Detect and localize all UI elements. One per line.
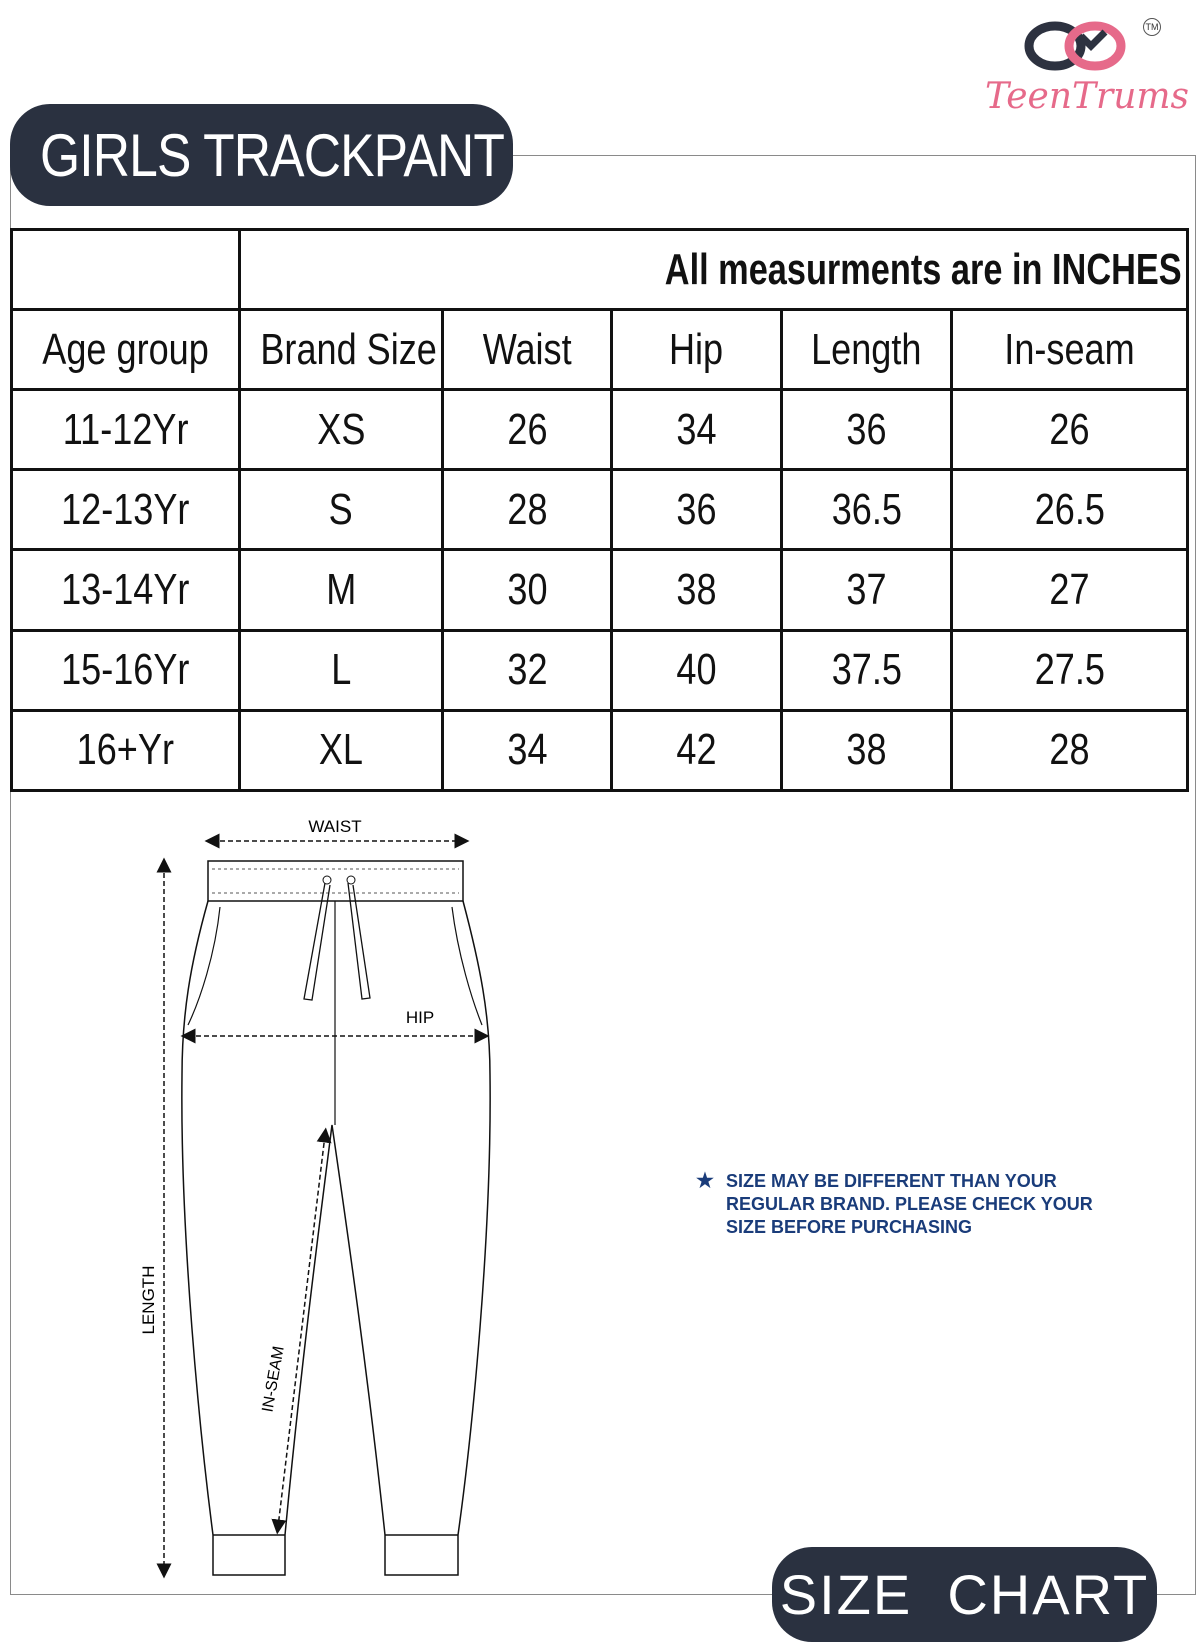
cell-age: 13-14Yr <box>12 550 240 630</box>
pants-outline <box>182 901 490 1575</box>
waistband <box>208 861 463 901</box>
cell-inseam: 27 <box>952 550 1188 630</box>
brand-logo <box>985 14 1190 124</box>
trademark-badge: TM <box>1143 18 1161 36</box>
cell-hip: 34 <box>612 390 782 470</box>
table-row <box>12 550 1188 630</box>
cell-length: 36.5 <box>782 470 952 550</box>
header-waist: Waist <box>443 310 612 390</box>
table-header-row <box>12 310 1188 390</box>
size-chart-label: SIZE CHART <box>779 1563 1150 1626</box>
header-hip: Hip <box>612 310 782 390</box>
cell-age: 16+Yr <box>12 710 240 790</box>
cell-inseam: 26.5 <box>952 470 1188 550</box>
star-icon: ★ <box>696 1170 714 1192</box>
hip-label: HIP <box>405 1008 435 1027</box>
cell-size: S <box>240 470 443 550</box>
table-row <box>12 630 1188 710</box>
cell-waist: 28 <box>443 470 612 550</box>
cell-inseam: 26 <box>952 390 1188 470</box>
cell-waist: 32 <box>443 630 612 710</box>
table-corner-cell <box>12 230 240 310</box>
header-inseam: In-seam <box>952 310 1188 390</box>
header-age-group: Age group <box>12 310 240 390</box>
cell-age: 11-12Yr <box>12 390 240 470</box>
disclaimer-line: SIZE BEFORE PURCHASING <box>726 1217 973 1237</box>
cell-size: M <box>240 550 443 630</box>
inseam-arrow <box>278 1135 325 1527</box>
cell-inseam: 28 <box>952 710 1188 790</box>
waist-label: WAIST <box>308 817 362 836</box>
inseam-label: IN-SEAM <box>259 1344 288 1414</box>
header-length: Length <box>782 310 952 390</box>
cell-length: 37.5 <box>782 630 952 710</box>
cell-hip: 40 <box>612 630 782 710</box>
page-title-text: GIRLS TRACKPANT <box>40 121 505 189</box>
cell-length: 38 <box>782 710 952 790</box>
cell-length: 37 <box>782 550 952 630</box>
cell-hip: 42 <box>612 710 782 790</box>
table-row <box>12 710 1188 790</box>
cell-size: XL <box>240 710 443 790</box>
table-note-row <box>12 230 1188 310</box>
cell-waist: 30 <box>443 550 612 630</box>
cell-hip: 36 <box>612 470 782 550</box>
table-row <box>12 470 1188 550</box>
size-disclaimer <box>696 1170 1186 1239</box>
cell-length: 36 <box>782 390 952 470</box>
disclaimer-line: REGULAR BRAND. PLEASE CHECK YOUR <box>726 1194 1093 1214</box>
page-title <box>10 104 513 206</box>
length-label: LENGTH <box>139 1265 158 1335</box>
cell-inseam: 27.5 <box>952 630 1188 710</box>
cell-waist: 26 <box>443 390 612 470</box>
brand-name: TeenTrums <box>985 76 1190 117</box>
cell-size: L <box>240 630 443 710</box>
table-row <box>12 390 1188 470</box>
cell-hip: 38 <box>612 550 782 630</box>
trackpant-diagram <box>120 815 520 1580</box>
header-brand-size: Brand Size <box>240 310 443 390</box>
size-table <box>10 228 1189 792</box>
cell-age: 15-16Yr <box>12 630 240 710</box>
cell-age: 12-13Yr <box>12 470 240 550</box>
disclaimer-line: SIZE MAY BE DIFFERENT THAN YOUR <box>726 1171 1057 1191</box>
cell-size: XS <box>240 390 443 470</box>
size-chart-badge <box>772 1547 1157 1642</box>
cell-waist: 34 <box>443 710 612 790</box>
unit-note: All measurments are in INCHES <box>240 230 1188 310</box>
